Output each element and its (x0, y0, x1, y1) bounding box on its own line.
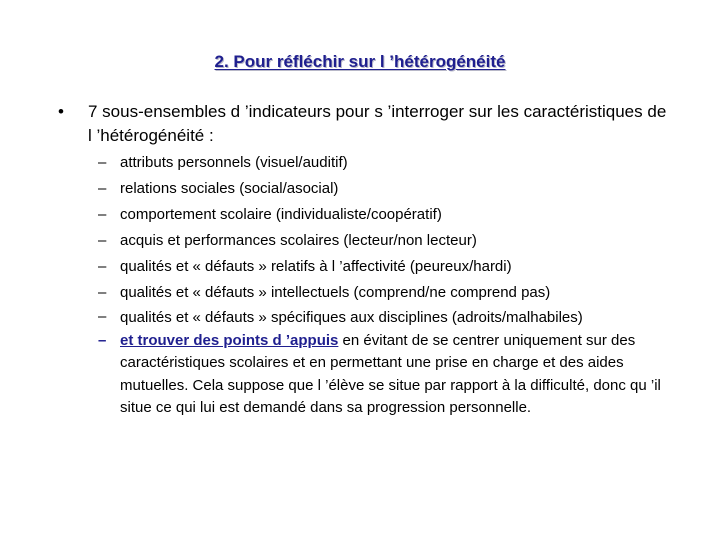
list-item (98, 228, 688, 254)
list-item-text: qualités et « défauts » relatifs à l ’affectivité (peureux/hardi) (120, 258, 512, 275)
dash-marker: – (98, 258, 107, 275)
list-item (98, 176, 688, 202)
dash-marker: – (98, 331, 107, 349)
list-item (98, 202, 688, 228)
slide-title: 2. Pour réfléchir sur l ’hétérogénéité (214, 52, 506, 71)
list-item (98, 254, 688, 280)
dash-marker: – (98, 206, 107, 223)
dash-marker: – (98, 232, 107, 249)
list-item (98, 280, 688, 306)
main-bullet-text: 7 sous-ensembles d ’indicateurs pour s ’interroger sur les caractéristiques de l ’hétérogénéité : (88, 102, 667, 145)
list-item-text: qualités et « défauts » intellectuels (comprend/ne comprend pas) (120, 284, 551, 301)
bullet-marker: • (58, 102, 64, 121)
list-item (98, 150, 688, 176)
dash-marker: – (98, 308, 107, 325)
list-item (98, 306, 688, 330)
list-item-text: relations sociales (social/asocial) (120, 180, 339, 197)
indicator-list (98, 150, 688, 420)
emphasis-text: et trouver des points d ’appuis (120, 331, 339, 349)
final-item-text: en évitant de se centrer uniquement sur des caractéristiques scolaires et en permettant une prise en charge et des aides mutuelles. Cela suppose que l ’élève se situe par rapport à la difficulté, donc qu ’il situe ce qui lui est demandé dans sa progression personnelle. (120, 331, 661, 416)
list-item-text: acquis et performances scolaires (lecteur/non lecteur) (120, 232, 477, 249)
list-item-final (98, 330, 688, 420)
list-item-text: comportement scolaire (individualiste/coopératif) (120, 206, 442, 223)
dash-marker: – (98, 180, 107, 197)
dash-marker: – (98, 284, 107, 301)
dash-marker: – (98, 154, 107, 171)
main-bullet (58, 100, 668, 148)
list-item-text: attributs personnels (visuel/auditif) (120, 154, 348, 171)
list-item-text: qualités et « défauts » spécifiques aux disciplines (adroits/malhabiles) (120, 309, 583, 326)
